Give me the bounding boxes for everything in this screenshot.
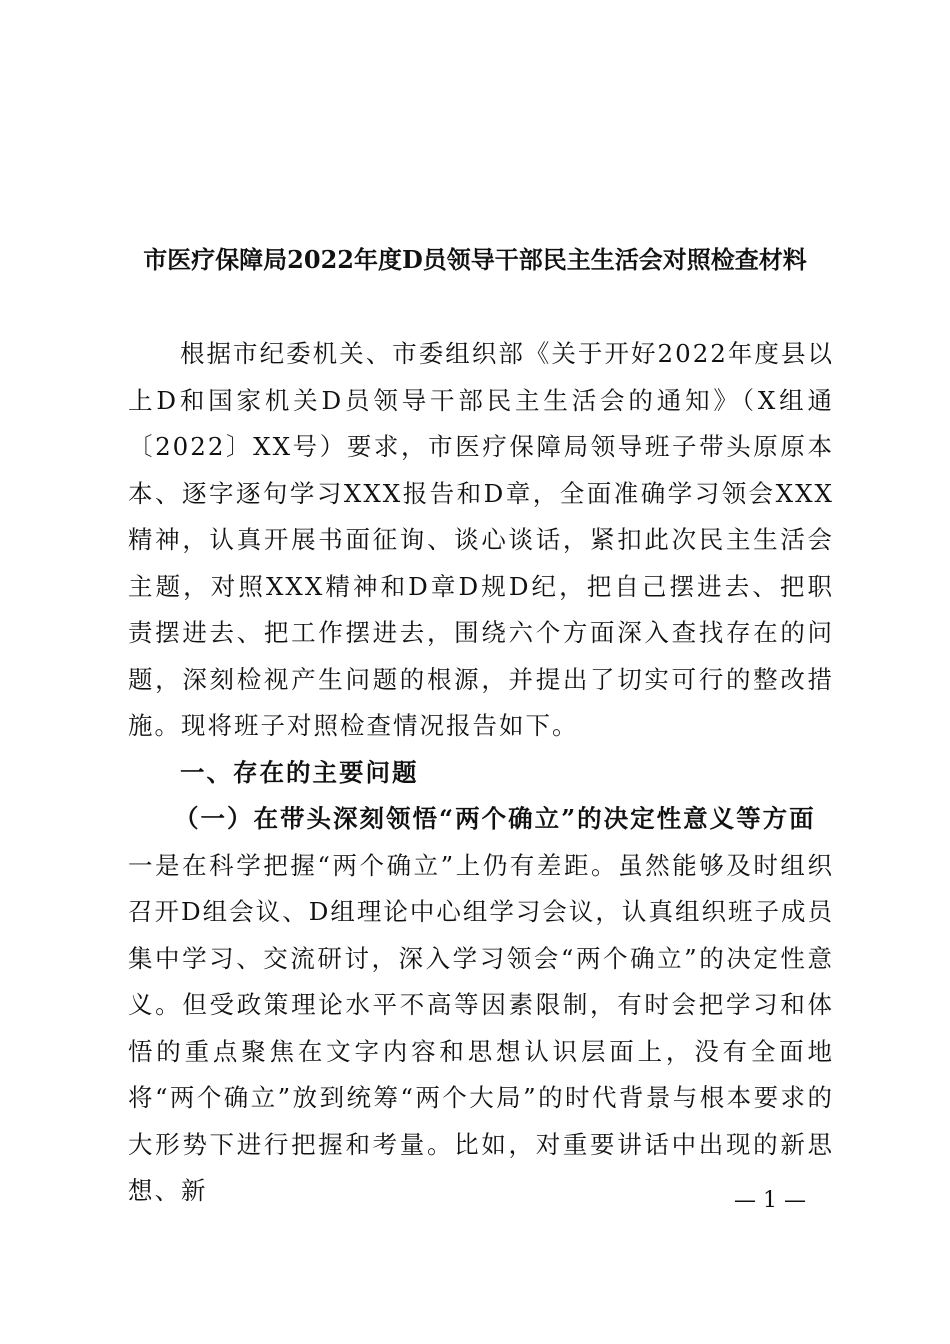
- section-heading-problems: 一、存在的主要问题: [180, 757, 419, 787]
- body-paragraph-1: 一是在科学把握“两个确立”上仍有差距。虽然能够及时组织召开D组会议、D组理论中心组学习会议，认真组织班子成员集中学习、交流研讨，深入学习领会“两个确立”的决定性意义。但受政策理论水平不高等因素限制，有时会把学习和体悟的重点聚焦在文字内容和思想认识层面上，没有全面地将“两个确立”放到统筹“两个大局”的时代背景与根本要求的大形势下进行把握和考量。比如，对重要讲话中出现的新思想、新: [128, 850, 834, 1205]
- subsection-heading-1: （一）在带头深刻领悟“两个确立”的决定性意义等方面: [174, 804, 816, 833]
- document-body: [128, 331, 834, 1215]
- document-title: 市医疗保障局2022年度D员领导干部民主生活会对照检查材料: [143, 245, 807, 274]
- page-number: — 1 —: [734, 1188, 806, 1213]
- intro-paragraph: 根据市纪委机关、市委组织部《关于开好2022年度县以上D和国家机关D员领导干部民主生活会的通知》（X组通〔2022〕XX号）要求，市医疗保障局领导班子带头原原本本、逐字逐句学习XXX报告和D章，全面准确学习领会XXX精神，认真开展书面征询、谈心谈话，紧扣此次民主生活会主题，对照XXX精神和D章D规D纪，把自己摆进去、把职责摆进去、把工作摆进去，围绕六个方面深入查找存在的问题，深刻检视产生问题的根源，并提出了切实可行的整改措施。现将班子对照检查情况报告如下。: [128, 339, 834, 740]
